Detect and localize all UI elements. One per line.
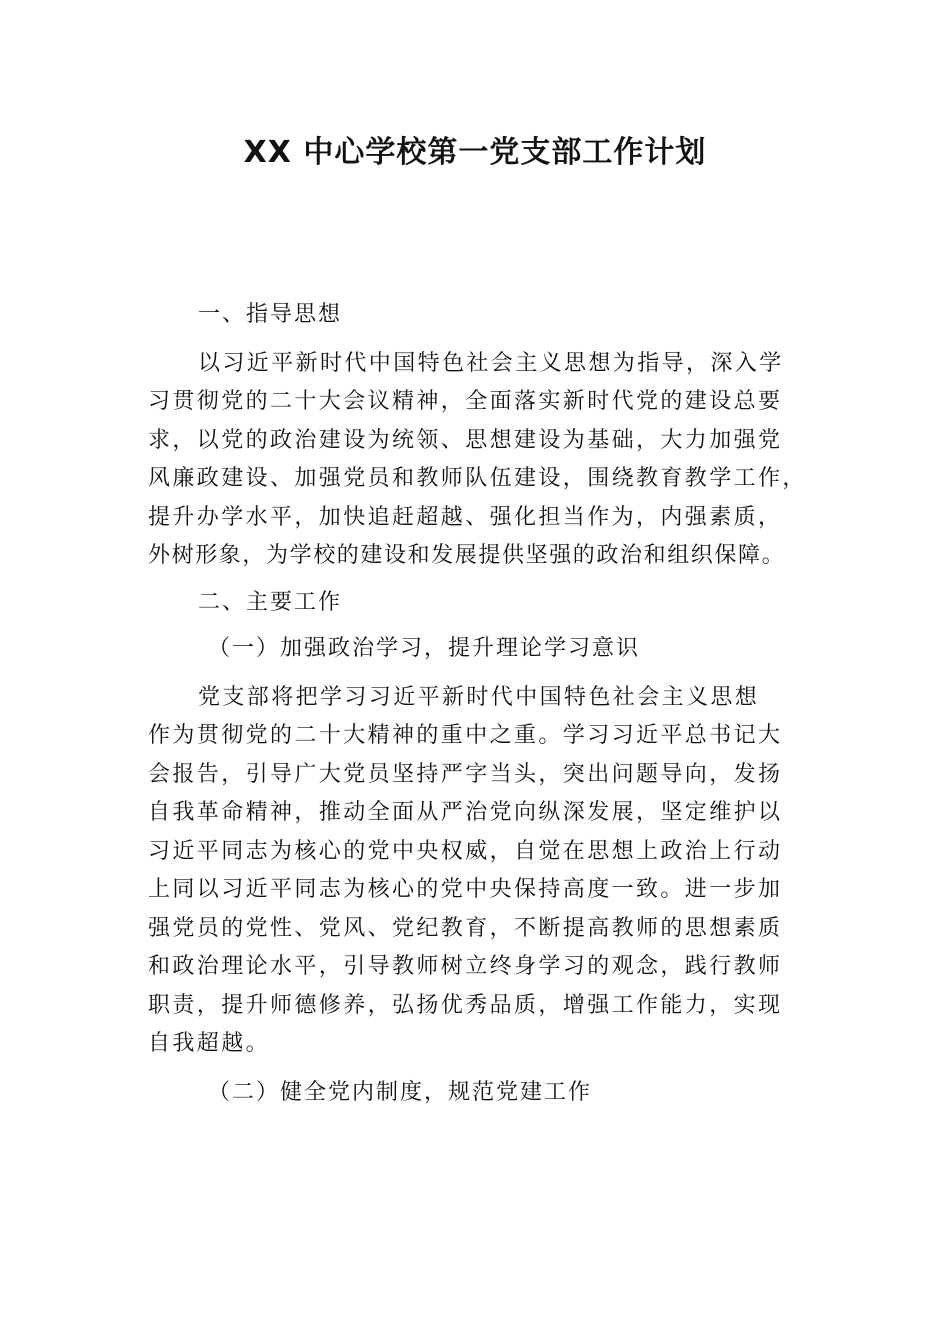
paragraph-line: 上同以习近平同志为核心的党中央保持高度一致。进一步加 <box>148 877 783 902</box>
paragraph-line: 强党员的党性、党风、党纪教育，不断提高教师的思想素质 <box>148 915 783 941</box>
paragraph-line: 求，以党的政治建设为统领、思想建设为基础，大力加强党 <box>148 427 783 453</box>
paragraph-line: 以习近平新时代中国特色社会主义思想为指导，深入学 <box>198 350 784 376</box>
section-heading-main-work: 二、主要工作 <box>198 589 343 615</box>
paragraph-line: 外树形象，为学校的建设和发展提供坚强的政治和组织保障。 <box>148 543 786 568</box>
paragraph-line: 党支部将把学习习近平新时代中国特色社会主义思想 <box>198 684 760 710</box>
section-heading-guiding-ideology: 一、指导思想 <box>198 302 343 327</box>
document-body <box>148 296 808 1112</box>
paragraph-line: 习贯彻党的二十大会议精神，全面落实新时代党的建设总要 <box>148 389 783 414</box>
paragraph-line: 习近平同志为核心的党中央权威，自觉在思想上政治上行动 <box>148 838 783 864</box>
paragraph-political-study <box>148 679 808 1064</box>
document-title: XX 中心学校第一党支部工作计划 <box>243 135 707 170</box>
paragraph-line: 提升办学水平，加快追赶超越、强化担当作为，内强素质， <box>148 504 783 530</box>
paragraph-line: 会报告，引导广大党员坚持严字当头，突出问题导向，发扬 <box>148 761 783 787</box>
subsection-heading-political-study: （一）加强政治学习，提升理论学习意识 <box>208 636 641 661</box>
subsection-heading-party-system: （二）健全党内制度，规范党建工作 <box>208 1079 593 1105</box>
paragraph-line: 自我革命精神，推动全面从严治党向纵深发展，坚定维护以 <box>148 800 783 825</box>
paragraph-guiding-ideology <box>148 345 808 576</box>
paragraph-line: 和政治理论水平，引导教师树立终身学习的观念，践行教师 <box>148 954 783 979</box>
paragraph-line: 风廉政建设、加强党员和教师队伍建设，围绕教育教学工作， <box>148 466 807 491</box>
paragraph-line: 职责，提升师德修养，弘扬优秀品质，增强工作能力，实现 <box>148 992 783 1018</box>
paragraph-line: 自我超越。 <box>148 1031 271 1056</box>
paragraph-line: 作为贯彻党的二十大精神的重中之重。学习习近平总书记大 <box>148 723 783 748</box>
